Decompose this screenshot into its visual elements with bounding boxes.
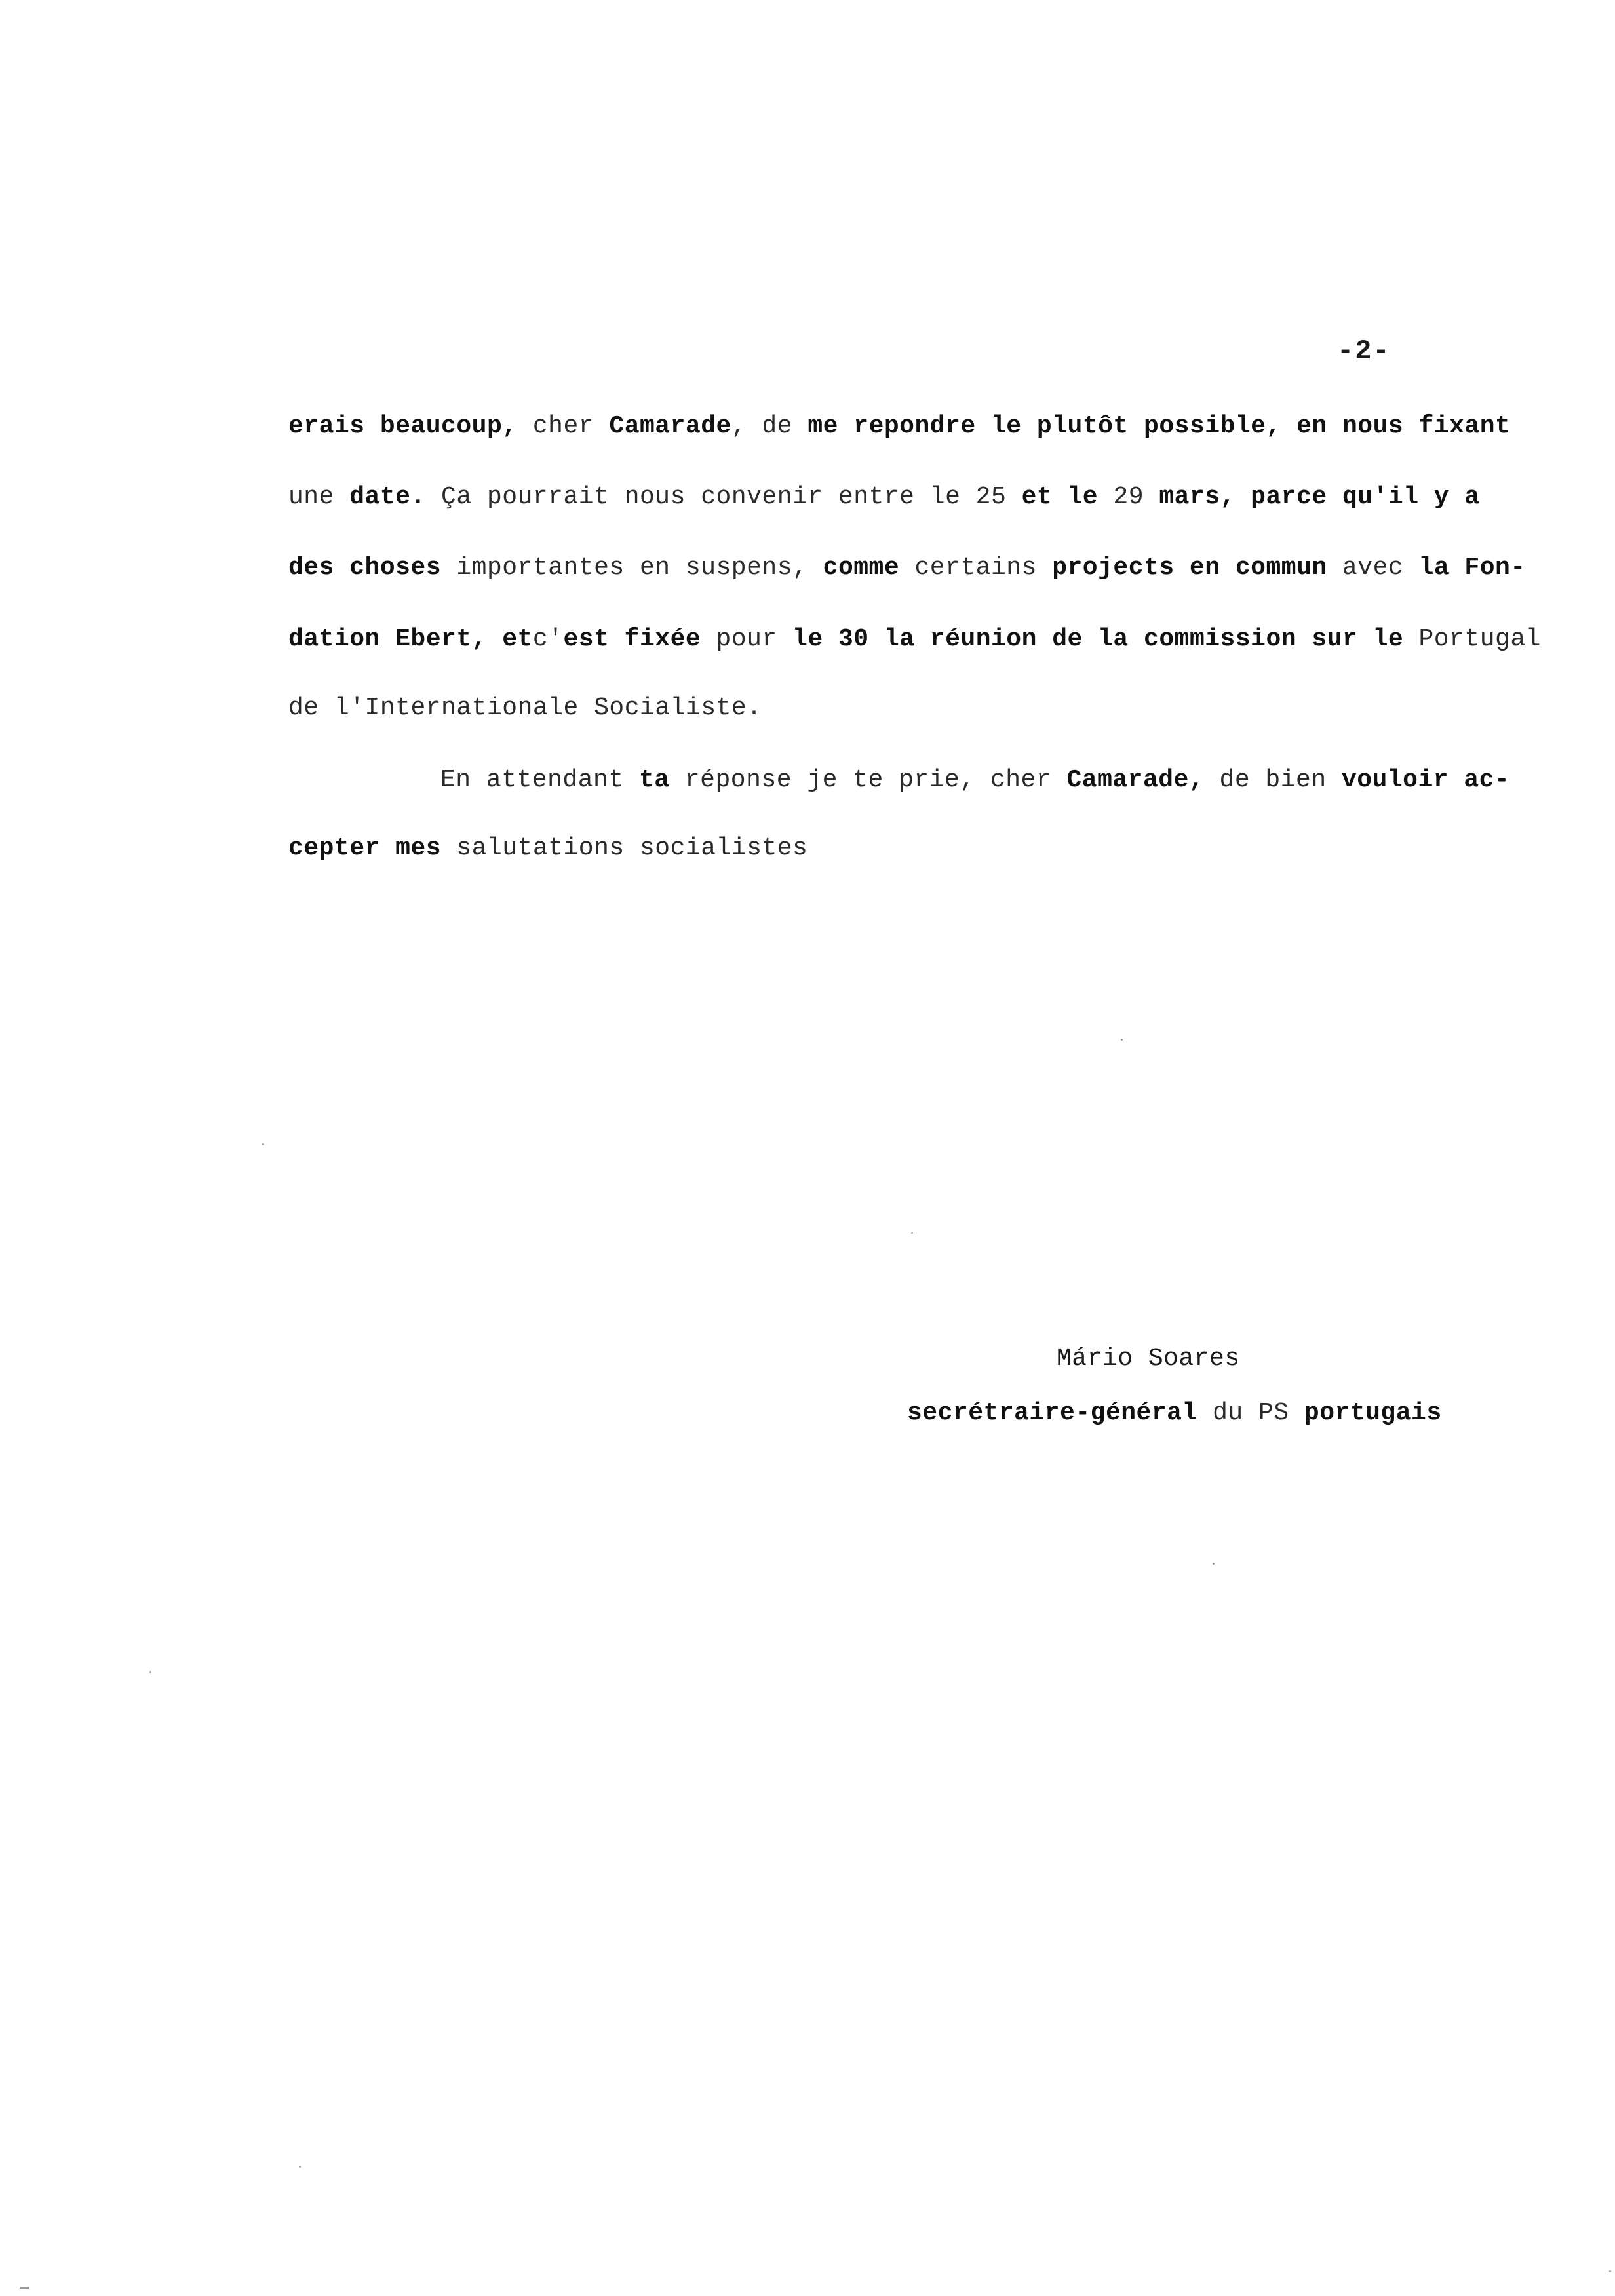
line-fragment: le 30 la réunion de la commission sur le xyxy=(792,625,1419,653)
signature-title-fragment: du PS xyxy=(1213,1399,1304,1427)
line-fragment: pour xyxy=(716,625,793,653)
scan-speck xyxy=(1609,2270,1611,2272)
scan-speck xyxy=(1213,1563,1215,1565)
line-fragment: ta xyxy=(638,766,685,794)
signature-title-fragment: portugais xyxy=(1304,1399,1442,1427)
line-fragment: mars, parce qu'il y a xyxy=(1159,483,1480,511)
line-fragment: comme xyxy=(823,554,915,582)
line-fragment: des choses xyxy=(288,554,457,582)
body-line-4 xyxy=(288,627,1541,652)
line-fragment: Ça pourrait nous convenir entre le 25 xyxy=(441,483,1022,511)
line-fragment: c' xyxy=(532,625,564,653)
line-fragment: dation Ebert, et xyxy=(288,625,533,653)
line-fragment: est fixée xyxy=(563,625,716,653)
line-fragment: me repondre le plutôt possible, en nous fixant xyxy=(808,412,1511,440)
line-fragment: vouloir ac- xyxy=(1341,766,1510,794)
line-fragment: Internationale xyxy=(364,694,594,722)
scan-speck xyxy=(1121,1039,1123,1041)
scan-speck xyxy=(911,1232,913,1234)
line-fragment: salutations socialistes xyxy=(456,834,808,862)
line-fragment: certains xyxy=(914,554,1053,582)
line-fragment: avec xyxy=(1342,554,1419,582)
signature-name: Mário Soares xyxy=(1057,1345,1240,1373)
body-line-6 xyxy=(440,768,1509,793)
line-fragment: cepter mes xyxy=(288,834,457,862)
signature-title-fragment: secrétraire-général xyxy=(907,1399,1213,1427)
scan-speck xyxy=(262,1143,264,1145)
body-line-2 xyxy=(288,485,1480,510)
body-line-3 xyxy=(288,556,1526,581)
line-fragment: projects en commun xyxy=(1052,554,1342,582)
line-fragment: erais beaucoup, xyxy=(288,412,533,440)
line-fragment: importantes en suspens, xyxy=(456,554,823,582)
scan-speck xyxy=(149,1671,151,1673)
scan-speck xyxy=(299,2166,301,2168)
line-fragment: une xyxy=(288,483,350,511)
line-fragment: , de xyxy=(731,412,808,440)
scan-speck xyxy=(20,2287,29,2289)
body-line-5 xyxy=(288,696,762,721)
line-fragment: et le xyxy=(1021,483,1114,511)
line-fragment: Socialiste. xyxy=(594,694,762,722)
line-fragment: de bien xyxy=(1219,766,1342,794)
line-fragment: de l' xyxy=(288,694,365,722)
line-fragment: Camarade xyxy=(609,412,731,440)
line-fragment: la Fon- xyxy=(1418,554,1526,582)
signature-title xyxy=(907,1401,1442,1426)
line-fragment: cher xyxy=(532,412,610,440)
line-fragment: 29 xyxy=(1113,483,1159,511)
body-line-7 xyxy=(288,836,808,861)
body-line-1 xyxy=(288,414,1510,439)
line-fragment: Portugal xyxy=(1418,625,1541,653)
page-number: -2- xyxy=(1337,335,1391,367)
line-fragment: En attendant xyxy=(440,766,639,794)
line-fragment: Camarade, xyxy=(1066,766,1220,794)
line-fragment: réponse je te prie, cher xyxy=(684,766,1067,794)
line-fragment: date. xyxy=(349,483,442,511)
